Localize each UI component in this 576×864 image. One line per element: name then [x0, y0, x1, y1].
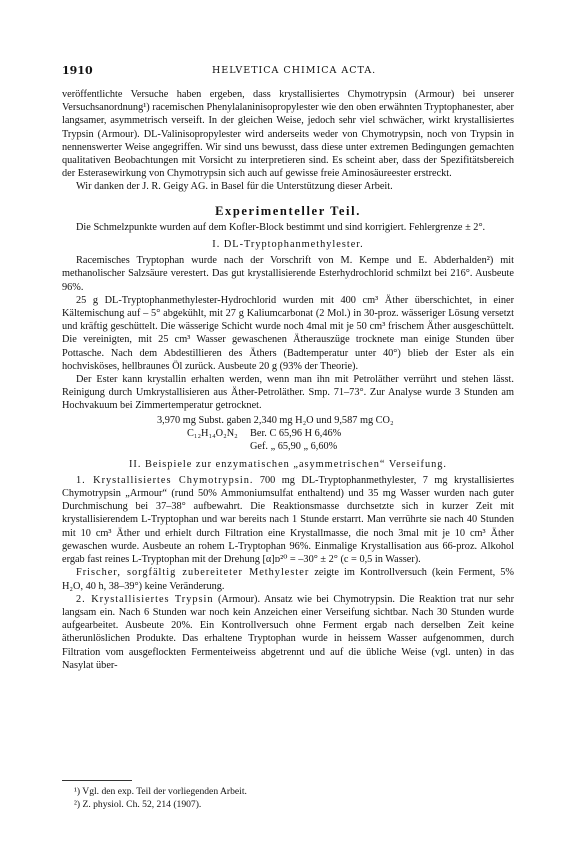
page-number: 1910: [62, 64, 93, 77]
footnotes: [62, 780, 514, 811]
elemental-analysis: [62, 414, 514, 454]
paragraph: [62, 474, 514, 566]
paragraph: [62, 593, 514, 672]
calculated-values: Ber. C 65,96 H 6,46%: [250, 427, 342, 439]
paragraph: 25 g DL-Tryptophanmethylester-Hydrochlorid wurden mit 400 cm³ Äther überschichtet, in einer Kältemischung auf – 5° abgekühlt, mit 27 g Kaliumcarbonat (2 Mol.) in 30-proz. wässeriger Lösung versetzt und kräftig geschüttelt. Die wässerige Schicht wurde noch 4mal mit je 50 cm³ frischem Äther ausgeschüttelt. Die vereinigten, mit 25 cm³ Wasser gewaschenen Ätherauszüge trocknete man einige Stunden über Pottasche. Nach dem Abdestillieren des Äthers (Badtemperatur unter 40°) blieb der Ester als ein hochvisköses, hellbraunes Öl zurück. Ausbeute 20 g (93% der Theorie).: [62, 294, 514, 372]
run-in-heading: 1. Krystallisiertes Chymotrypsin.: [76, 474, 254, 486]
subsection-heading-1: I. DL-Tryptophanmethylester.: [212, 239, 364, 251]
analysis-line: 3,970 mg Subst. gaben 2,340 mg H₂O und 9,587 mg CO₂: [157, 414, 394, 426]
footnote: ¹) Vgl. den exp. Teil der vorliegenden Arbeit.: [74, 786, 247, 797]
subsection-heading-2: II. Beispiele zur enzymatischen „asymmetrischen“ Verseifung.: [129, 458, 447, 470]
molecular-formula: C₁₂H₁₄O₂N₂: [187, 427, 238, 439]
melting-point-note: Die Schmelzpunkte wurden auf dem Kofler-Block bestimmt und sind korrigiert. Fehlergrenze ± 2°.: [76, 221, 486, 233]
paragraph: [62, 566, 514, 592]
section-heading: Experimenteller Teil.: [215, 203, 361, 218]
footnote-rule: [62, 780, 132, 781]
paragraph: Racemisches Tryptophan wurde nach der Vorschrift von M. Kempe und E. Abderhalden²) mit methanolischer Salzsäure verestert. Das gut krystallisierende Esterhydrochlorid schmilzt bei 216°. Ausbeute 96%.: [62, 255, 514, 293]
paragraph-text: 700 mg DL-Tryptophanmethylester, 7 mg krystallisiertes Chymotrypsin „Armour“ (rund 50% Ammoniumsulfat enthaltend) und 35 mg Wasser wurden nach guter Durchmischung bei 37–38° aufbewahrt. Die Reaktionsmasse durchsetzte sich in kurzer Zeit mit krystallisierendem L-Tryptophan und war bereits nach 1 Stunde erstarrt. Man verrührte sie nach 40 Stunden mit 10 cm³ Äther und erhielt durch Filtration eine Krystallmasse, die noch 3mal mit je 10 cm³ Äther gewaschen wurde. Ausbeute an rohem L-Tryptophan 96%. Einmalige Krystallisation aus 66-proz. Alkohol ergab fast reines L-Tryptophan mit der Drehung [α]ᴅ²⁰ = –30° ± 2° (c = 0,5 in Wasser).: [62, 474, 514, 566]
journal-title: HELVETICA CHIMICA ACTA.: [212, 65, 377, 76]
paragraph-text: (Armour). Ansatz wie bei Chymotrypsin. Die Reaktion trat nur sehr langsam ein. Nach 6 Stunden war noch kein Anzeichen einer Verseifung sichtbar. Nach 30 Stunden wurde aufgearbeitet. Ausbeute 20%. Ein Kontrollversuch ohne Ferment ergab nach derselben Zeit keine ätherunlöslichen Produkte. Das erhaltene Tryptophan wurde in heissem Wasser aufgenommen, durch Filtration vom ausgeflockten Fermenteiweiss abgetrennt und auf die übliche Weise (vgl. unten) in das Nasylat über-: [62, 593, 514, 671]
paragraph-text: zeigte im Kontrollversuch (kein Ferment, 5% H₂O, 40 h, 38–39°) keine Veränderung.: [62, 567, 514, 592]
run-in-heading: 2. Krystallisiertes Trypsin: [76, 593, 214, 605]
intro-paragraph: veröffentlichte Versuche haben ergeben, dass krystallisiertes Chymotrypsin (Armour) bei unserer Versuchsanordnung¹) racemischen Phenylalaninisopropylester wie den oben erwähnten Tryptophanester, aber langsamer, asymmetrisch verseift. In der gleichen Weise, jedoch sehr viel schwächer, wirkt krystallisiertes Trypsin (Armour). DL-Valinisopropylester wird anderseits weder von Chymotrypsin, noch von Trypsin in nennenswerter Weise angegriffen. Wir sind uns bewusst, dass diese unter extremen Bedingungen gemachten qualitativen Beobachtungen mit Vorsicht zu interpretieren sind. Es scheint aber, dass der Spezifitätsbereich der Esterasewirkung von Chymotrypsin sich auch auf gewisse freie Aminosäureester erstreckt.: [62, 89, 514, 180]
paragraph: Der Ester kann krystallin erhalten werden, wenn man ihn mit Petroläther verrührt und stehen lässt. Reinigung durch Umkrystallisieren aus Äther-Petroläther. Smp. 71–73°. Zur Analyse wurde 3 Stunden am Hochvakuum bei Zimmertemperatur getrocknet.: [62, 374, 514, 412]
body-text: [62, 88, 514, 672]
run-in-heading: Frischer, sorgfältig zubereiteter Methylester: [76, 567, 310, 579]
found-values: Gef. „ 65,90 „ 6,60%: [250, 440, 338, 452]
footnote: ²) Z. physiol. Ch. 52, 214 (1907).: [74, 799, 202, 810]
acknowledgement: Wir danken der J. R. Geigy AG. in Basel für die Unterstützung dieser Arbeit.: [76, 181, 393, 193]
page-header: [62, 64, 514, 80]
